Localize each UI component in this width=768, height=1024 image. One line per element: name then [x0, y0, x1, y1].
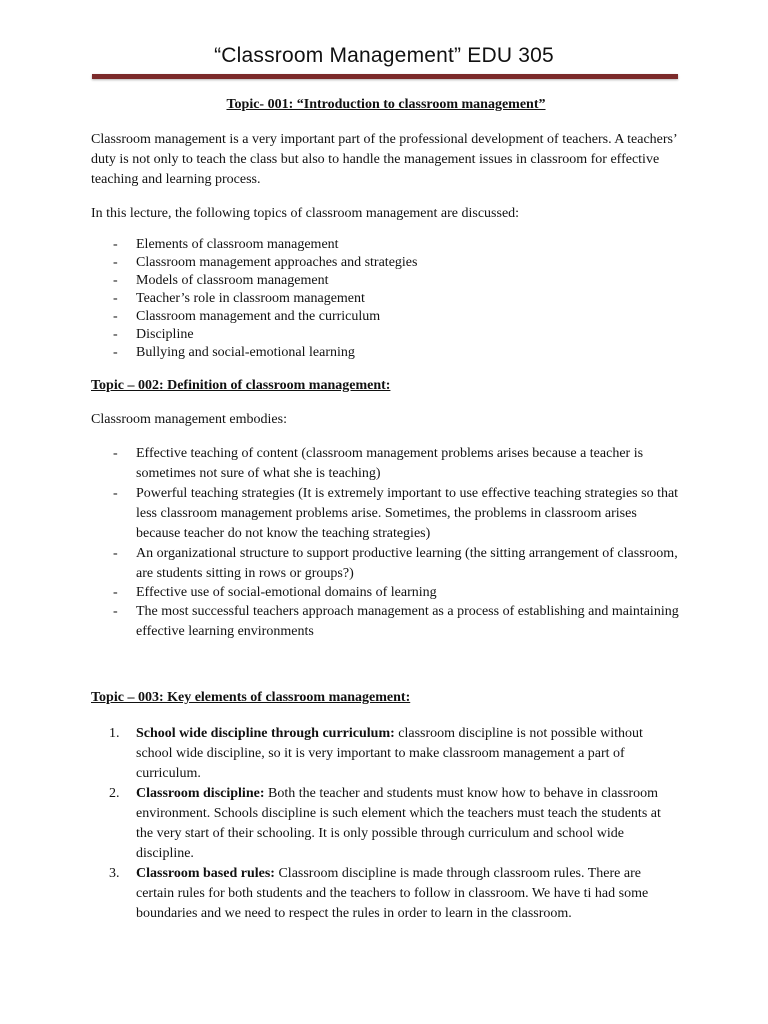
list-item: - Teacher’s role in classroom management	[113, 291, 365, 306]
list-item-text: The most successful teachers approach management as a process of establishing and maintaining effective learning environments	[136, 604, 679, 639]
topic-002-heading: Topic – 002: Definition of classroom management:	[91, 378, 391, 393]
topic-001-paragraph: Classroom management is a very important part of the professional development of teachers. A teachers’ duty is not only to teach the class but also to handle the management issues in classroom for effective teaching and learning process.	[91, 132, 677, 187]
list-item: - The most successful teachers approach management as a process of establishing and maintaining effective learning environments	[113, 604, 679, 639]
list-item: - Elements of classroom management	[113, 237, 339, 252]
list-item: - Classroom management and the curriculum	[113, 309, 381, 324]
list-item: - An organizational structure to support productive learning (the sitting arrangement of classroom, are students sitting in rows or groups?)	[113, 546, 678, 581]
list-item: - Discipline	[113, 327, 194, 342]
topic-003-list	[91, 724, 681, 924]
topic-002-intro: Classroom management embodies:	[91, 412, 287, 427]
item-title: Classroom discipline:	[136, 786, 265, 801]
list-item: - Bullying and social-emotional learning	[113, 345, 355, 360]
topic-001-lecture-intro: In this lecture, the following topics of classroom management are discussed:	[91, 206, 520, 221]
item-number: 3.	[109, 866, 120, 881]
topic-002-list	[91, 444, 681, 642]
item-text: Classroom discipline is made through classroom rules. There are certain rules for both students and the teachers to follow in classroom. We have ti had some boundaries and we need to respect the rules in order to learn in the classroom.	[136, 866, 649, 921]
list-item-text: Models of classroom management	[136, 273, 329, 288]
list-item-text: Effective use of social-emotional domains of learning	[136, 585, 437, 600]
numbered-item	[91, 724, 681, 784]
list-item: - Powerful teaching strategies (It is extremely important to use effective teaching strategies so that less classroom management problems arise. Sometimes, the problems in classroom arises because teacher do not know the teaching strategies)	[113, 486, 679, 541]
list-item-text: Discipline	[136, 327, 194, 342]
item-number: 2.	[109, 786, 120, 801]
header-rule	[92, 74, 678, 79]
topic-003-heading: Topic – 003: Key elements of classroom management:	[91, 690, 411, 705]
document-body	[91, 95, 681, 924]
numbered-item	[91, 784, 681, 864]
document-title: “Classroom Management” EDU 305	[214, 44, 554, 67]
item-title: Classroom based rules:	[136, 866, 275, 881]
topic-001-list	[91, 236, 681, 362]
item-text: classroom discipline is not possible without school wide discipline, so it is very important to make classroom management a part of curriculum.	[136, 726, 643, 781]
list-item-text: Bullying and social-emotional learning	[136, 345, 355, 360]
numbered-item	[91, 864, 681, 924]
list-item-text: Classroom management and the curriculum	[136, 309, 381, 324]
list-item-text: An organizational structure to support productive learning (the sitting arrangement of classroom, are students sitting in rows or groups?)	[136, 546, 678, 581]
list-item-text: Powerful teaching strategies (It is extremely important to use effective teaching strategies so that less classroom management problems arise. Sometimes, the problems in classroom arises because teacher do not know the teaching strategies)	[136, 486, 679, 541]
item-text: Both the teacher and students must know how to behave in classroom environment. Schools discipline is such element which the teachers must teach the students at the very start of their schooling. It is only possible through curriculum and school wide discipline.	[136, 786, 661, 861]
list-item: - Effective use of social-emotional domains of learning	[113, 585, 437, 600]
list-item-text: Effective teaching of content (classroom management problems arises because a teacher is sometimes not sure of what she is teaching)	[136, 446, 644, 481]
list-item: - Effective teaching of content (classroom management problems arises because a teacher is sometimes not sure of what she is teaching)	[113, 446, 644, 481]
list-item: - Models of classroom management	[113, 273, 329, 288]
list-item-text: Elements of classroom management	[136, 237, 339, 252]
item-title: School wide discipline through curriculum:	[136, 726, 395, 741]
list-item-text: Teacher’s role in classroom management	[136, 291, 365, 306]
list-item: - Classroom management approaches and strategies	[113, 255, 418, 270]
list-item-text: Classroom management approaches and strategies	[136, 255, 418, 270]
item-number: 1.	[109, 726, 120, 741]
topic-001-heading: Topic- 001: “Introduction to classroom management”	[226, 97, 546, 112]
